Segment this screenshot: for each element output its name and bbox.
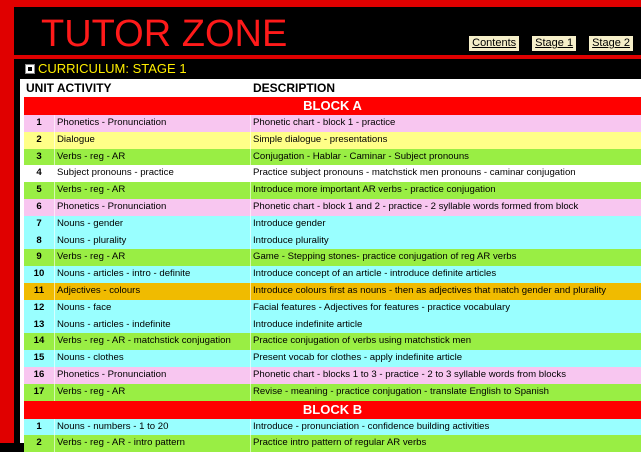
unit-activity: Adjectives - colours	[57, 284, 141, 296]
column-divider	[54, 199, 55, 216]
column-header-activity: UNIT ACTIVITY	[26, 81, 112, 95]
unit-number: 4	[36, 167, 42, 179]
table-row	[24, 300, 641, 317]
unit-number: 2	[36, 133, 42, 145]
unit-number: 15	[33, 352, 45, 364]
column-divider	[250, 165, 251, 182]
table-row	[24, 384, 641, 401]
unit-activity: Nouns - plurality	[57, 234, 127, 246]
site-logo: TUTOR ZONE	[41, 13, 288, 55]
table-row	[24, 115, 641, 132]
column-divider	[250, 249, 251, 266]
unit-activity: Verbs - reg - AR	[57, 184, 126, 196]
column-divider	[54, 115, 55, 132]
unit-description: Introduce - pronunciation - confidence building activities	[253, 420, 490, 432]
column-divider	[54, 249, 55, 266]
column-divider	[250, 233, 251, 250]
main-content	[20, 59, 641, 449]
unit-number: 1	[36, 117, 42, 128]
unit-number: 1	[36, 420, 42, 432]
table-row	[24, 419, 641, 436]
curriculum-title: CURRICULUM: STAGE 1	[38, 61, 187, 76]
unit-activity: Nouns - articles - intro - definite	[57, 268, 191, 280]
column-divider	[54, 283, 55, 300]
unit-description: Introduce indefinite article	[253, 318, 363, 330]
table-row	[24, 266, 641, 283]
unit-number: 5	[36, 184, 42, 196]
unit-description: Introduce more important AR verbs - practice conjugation	[253, 184, 496, 196]
unit-activity: Verbs - reg - AR	[57, 251, 126, 263]
unit-description: Phonetic chart - block 1 and 2 - practice - 2 syllable words formed from block	[253, 200, 579, 212]
unit-number: 17	[33, 385, 45, 397]
column-divider	[250, 216, 251, 233]
unit-description: Introduce plurality	[253, 234, 329, 246]
unit-number: 16	[33, 368, 45, 380]
column-divider	[250, 384, 251, 401]
column-divider	[54, 367, 55, 384]
unit-description: Practice subject pronouns - matchstick men pronouns - caminar conjugation	[253, 167, 576, 179]
unit-activity: Nouns - face	[57, 301, 112, 313]
column-divider	[54, 233, 55, 250]
block-header: BLOCK B	[24, 401, 641, 419]
column-divider	[250, 419, 251, 436]
curriculum-title-bar	[20, 59, 641, 79]
unit-activity: Phonetics - Pronunciation	[57, 200, 167, 212]
top-nav	[469, 36, 633, 51]
curriculum-table	[24, 97, 641, 452]
unit-description: Simple dialogue - presentations	[253, 133, 388, 145]
unit-activity: Nouns - clothes	[57, 352, 124, 364]
column-divider	[54, 165, 55, 182]
column-divider	[54, 266, 55, 283]
unit-activity: Verbs - reg - AR	[57, 150, 126, 162]
unit-number: 8	[36, 234, 42, 246]
unit-number: 6	[36, 200, 42, 212]
column-divider	[250, 283, 251, 300]
block-header: BLOCK A	[24, 97, 641, 115]
unit-activity: Verbs - reg - AR - intro pattern	[57, 437, 185, 449]
column-header-description: DESCRIPTION	[253, 81, 336, 95]
top-border	[0, 0, 641, 7]
unit-description: Introduce gender	[253, 217, 326, 229]
column-divider	[250, 350, 251, 367]
table-row	[24, 283, 641, 300]
table-row	[24, 249, 641, 266]
table-row	[24, 333, 641, 350]
column-divider	[54, 149, 55, 166]
column-divider	[250, 132, 251, 149]
column-divider	[250, 317, 251, 334]
unit-activity: Nouns - numbers - 1 to 20	[57, 420, 169, 432]
site-header	[14, 7, 641, 55]
unit-description: Conjugation - Hablar - Caminar - Subject pronouns	[253, 150, 469, 162]
unit-description: Facial features - Adjectives for features - practice vocabulary	[253, 301, 511, 313]
unit-activity: Verbs - reg - AR	[57, 385, 126, 397]
unit-description: Introduce colours first as nouns - then as adjectives that match gender and plurality	[253, 284, 607, 296]
column-divider	[250, 435, 251, 452]
column-divider	[54, 419, 55, 436]
table-row	[24, 216, 641, 233]
column-divider	[250, 149, 251, 166]
column-divider	[54, 216, 55, 233]
nav-stage2-link[interactable]: Stage 2	[589, 36, 633, 51]
unit-description: Game - Stepping stones- practice conjugation of reg AR verbs	[253, 251, 517, 263]
column-divider	[250, 333, 251, 350]
column-divider	[250, 266, 251, 283]
unit-description: Practice intro pattern of regular AR verbs	[253, 437, 427, 449]
nav-contents-link[interactable]: Contents	[469, 36, 519, 51]
column-divider	[250, 182, 251, 199]
column-divider	[54, 350, 55, 367]
unit-description: Revise - meaning - practice conjugation - translate English to Spanish	[253, 385, 549, 397]
column-divider	[250, 300, 251, 317]
table-row	[24, 233, 641, 250]
table-row	[24, 165, 641, 182]
unit-number: 13	[33, 318, 45, 330]
unit-number: 10	[33, 268, 45, 280]
left-border	[0, 0, 14, 443]
table-row	[24, 132, 641, 149]
column-divider	[250, 199, 251, 216]
column-divider	[54, 333, 55, 350]
column-divider	[250, 115, 251, 132]
unit-activity: Nouns - articles - indefinite	[57, 318, 171, 330]
table-row	[24, 367, 641, 384]
column-divider	[54, 317, 55, 334]
table-row	[24, 149, 641, 166]
unit-number: 2	[36, 437, 42, 449]
table-header	[20, 79, 641, 97]
unit-description: Phonetic chart - blocks 1 to 3 - practice - 2 to 3 syllable words from blocks	[253, 368, 566, 380]
unit-number: 3	[36, 150, 42, 162]
nav-stage1-link[interactable]: Stage 1	[532, 36, 576, 51]
column-divider	[54, 435, 55, 452]
column-divider	[250, 367, 251, 384]
column-divider	[54, 300, 55, 317]
unit-description: Introduce concept of an article - introduce definite articles	[253, 268, 497, 280]
unit-description: Practice conjugation of verbs using matchstick men	[253, 335, 472, 347]
unit-activity: Subject pronouns - practice	[57, 167, 174, 179]
table-row	[24, 199, 641, 216]
unit-description: Phonetic chart - block 1 - practice	[253, 117, 396, 128]
unit-activity: Dialogue	[57, 133, 95, 145]
unit-number: 11	[33, 284, 45, 296]
column-divider	[54, 384, 55, 401]
unit-number: 9	[36, 251, 42, 263]
unit-activity: Nouns - gender	[57, 217, 124, 229]
table-row	[24, 435, 641, 452]
table-row	[24, 350, 641, 367]
table-row	[24, 317, 641, 334]
bullet-icon	[25, 64, 35, 74]
unit-activity: Phonetics - Pronunciation	[57, 368, 167, 380]
unit-number: 14	[33, 335, 45, 347]
unit-activity: Phonetics - Pronunciation	[57, 117, 167, 128]
unit-description: Present vocab for clothes - apply indefinite article	[253, 352, 463, 364]
column-divider	[54, 182, 55, 199]
unit-number: 12	[33, 301, 45, 313]
table-row	[24, 182, 641, 199]
unit-number: 7	[36, 217, 42, 229]
unit-activity: Verbs - reg - AR - matchstick conjugation	[57, 335, 231, 347]
column-divider	[54, 132, 55, 149]
